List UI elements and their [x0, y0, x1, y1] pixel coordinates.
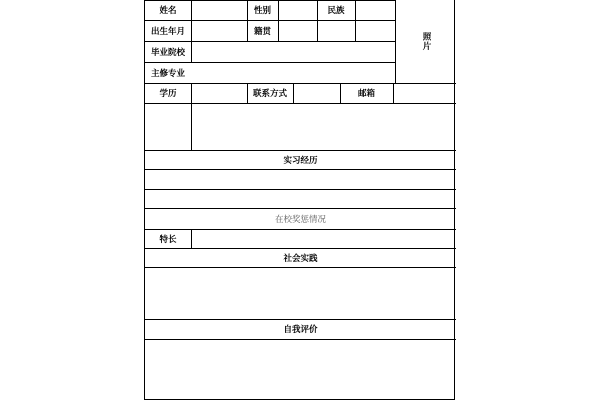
name-label: 姓名 — [159, 6, 177, 16]
native-place-label: 籍贯 — [253, 26, 271, 37]
awards-header: 在校奖惩情况 — [274, 214, 326, 225]
birth-date-field[interactable] — [192, 21, 247, 41]
specialty-field[interactable] — [192, 230, 456, 248]
contact-label: 联系方式 — [252, 89, 287, 99]
internship-row[interactable] — [145, 190, 456, 208]
major-field[interactable] — [192, 63, 395, 83]
social-practice-field[interactable] — [145, 268, 456, 319]
gender-field[interactable] — [279, 1, 317, 20]
internship-row[interactable] — [145, 170, 456, 189]
internship-header: 实习经历 — [283, 155, 318, 166]
graduate-school-field[interactable] — [192, 42, 395, 62]
native-place-field[interactable] — [279, 21, 395, 41]
specialty-label: 特长 — [159, 234, 177, 245]
self-evaluation-header: 自我评价 — [283, 325, 318, 335]
email-label: 邮箱 — [357, 89, 375, 99]
education-field[interactable] — [192, 84, 247, 103]
ethnicity-field[interactable] — [356, 1, 395, 20]
photo-label: 照片 — [421, 32, 431, 51]
social-practice-header: 社会实践 — [283, 253, 318, 264]
blank-cell[interactable] — [192, 104, 456, 150]
photo-box[interactable] — [396, 0, 456, 83]
gender-label: 性别 — [253, 6, 271, 16]
ethnicity-label: 民族 — [327, 6, 345, 16]
contact-field[interactable] — [294, 84, 340, 103]
birth-date-label: 出生年月 — [150, 26, 185, 37]
major-label: 主修专业 — [150, 68, 185, 79]
education-label: 学历 — [159, 89, 177, 99]
blank-cell[interactable] — [145, 104, 191, 150]
resume-form-table — [144, 0, 455, 400]
email-field[interactable] — [394, 84, 456, 103]
self-evaluation-field[interactable] — [145, 340, 456, 399]
name-field[interactable] — [192, 1, 247, 20]
graduate-school-label: 毕业院校 — [150, 47, 185, 58]
